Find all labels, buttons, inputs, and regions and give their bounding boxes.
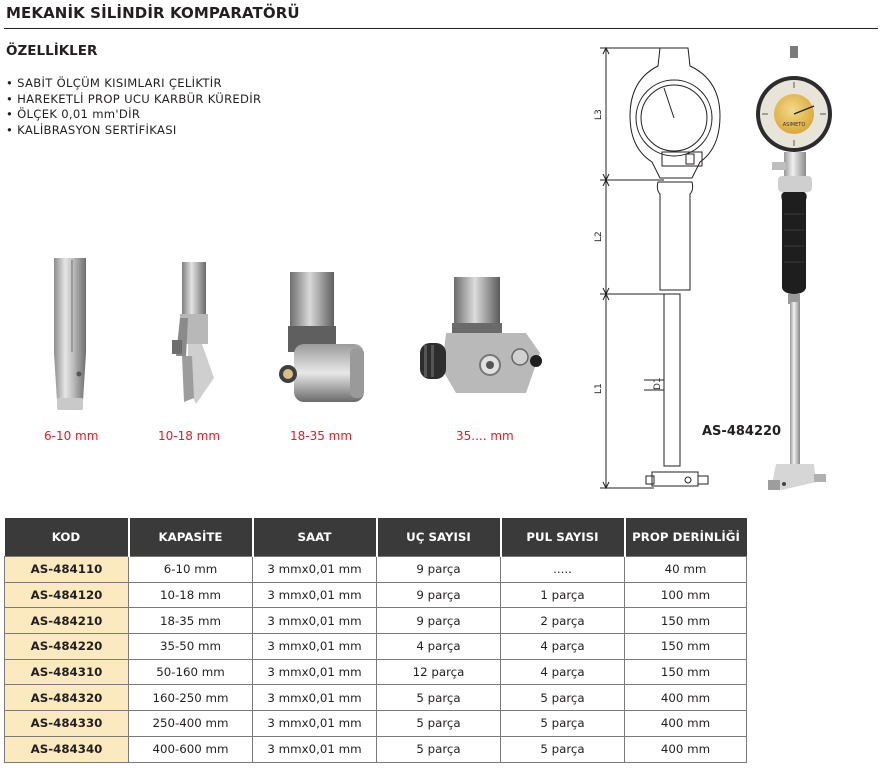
spec-table: [4, 518, 747, 763]
cell-tips: 4 parça: [377, 634, 501, 660]
column-header-pul-sayisi: PUL SAYISI: [501, 518, 625, 557]
table-row: [5, 685, 747, 711]
cell-code: AS-484340: [5, 736, 129, 762]
cell-capacity: 35-50 mm: [129, 634, 253, 660]
cell-dial: 3 mmx0,01 mm: [253, 711, 377, 737]
cell-dial: 3 mmx0,01 mm: [253, 557, 377, 583]
table-row: [5, 634, 747, 660]
probe-10-18-image: [158, 258, 223, 408]
column-header-saat: SAAT: [253, 518, 377, 557]
cell-dial: 3 mmx0,01 mm: [253, 659, 377, 685]
probe-35-plus-image: [416, 273, 552, 399]
cell-tips: 9 parça: [377, 582, 501, 608]
cell-washers: .....: [501, 557, 625, 583]
table-row: [5, 582, 747, 608]
feature-item: • SABİT ÖLÇÜM KISIMLARI ÇELİKTİR: [6, 76, 261, 92]
dimension-label-l3: L3: [594, 109, 604, 120]
probe-label-18-35: 18-35 mm: [290, 429, 353, 443]
cell-tips: 5 parça: [377, 736, 501, 762]
cell-tips: 5 parça: [377, 711, 501, 737]
cell-code: AS-484320: [5, 685, 129, 711]
table-row: [5, 711, 747, 737]
dial-brand-text: ASIMETO: [782, 122, 806, 128]
cell-dial: 3 mmx0,01 mm: [253, 685, 377, 711]
cell-washers: 4 parça: [501, 659, 625, 685]
probe-18-35-image: [270, 268, 380, 414]
cell-washers: 4 parça: [501, 634, 625, 660]
cell-washers: 5 parça: [501, 711, 625, 737]
cell-code: AS-484110: [5, 557, 129, 583]
cell-depth: 400 mm: [625, 711, 747, 737]
cell-tips: 12 parça: [377, 659, 501, 685]
cell-capacity: 50-160 mm: [129, 659, 253, 685]
column-header-kod: KOD: [5, 518, 129, 557]
cell-depth: 400 mm: [625, 685, 747, 711]
cell-code: AS-484330: [5, 711, 129, 737]
cell-dial: 3 mmx0,01 mm: [253, 736, 377, 762]
table-row: [5, 659, 747, 685]
cell-capacity: 250-400 mm: [129, 711, 253, 737]
cell-capacity: 400-600 mm: [129, 736, 253, 762]
cell-washers: 1 parça: [501, 582, 625, 608]
probe-label-10-18: 10-18 mm: [158, 429, 221, 443]
table-header-row: [5, 518, 747, 557]
column-header-kapasite: KAPASİTE: [129, 518, 253, 557]
cell-code: AS-484310: [5, 659, 129, 685]
column-header-prop-derinligi: PROP DERİNLİĞİ: [625, 518, 747, 557]
feature-item: • KALİBRASYON SERTİFİKASI: [6, 123, 261, 139]
cell-capacity: 6-10 mm: [129, 557, 253, 583]
cell-capacity: 18-35 mm: [129, 608, 253, 634]
cell-depth: 150 mm: [625, 634, 747, 660]
cell-depth: 100 mm: [625, 582, 747, 608]
cell-code: AS-484120: [5, 582, 129, 608]
cell-depth: 40 mm: [625, 557, 747, 583]
table-row: [5, 608, 747, 634]
features-list: [6, 76, 261, 138]
feature-item: • ÖLÇEK 0,01 mm'DİR: [6, 107, 261, 123]
title-divider: [4, 28, 878, 29]
cell-dial: 3 mmx0,01 mm: [253, 582, 377, 608]
cell-tips: 5 parça: [377, 685, 501, 711]
table-row: [5, 557, 747, 583]
features-heading: ÖZELLİKLER: [6, 43, 98, 59]
dimension-label-d1: D1: [653, 377, 663, 390]
cell-depth: 150 mm: [625, 608, 747, 634]
probe-label-35-plus: 35.... mm: [456, 429, 514, 443]
cell-code: AS-484220: [5, 634, 129, 660]
column-header-uc-sayisi: UÇ SAYISI: [377, 518, 501, 557]
probe-6-10-image: [45, 256, 95, 414]
cell-code: AS-484210: [5, 608, 129, 634]
dimension-label-l1: L1: [594, 383, 604, 394]
cell-tips: 9 parça: [377, 557, 501, 583]
dimension-label-l2: L2: [594, 231, 604, 242]
cell-depth: 150 mm: [625, 659, 747, 685]
table-row: [5, 736, 747, 762]
cell-tips: 9 parça: [377, 608, 501, 634]
cell-dial: 3 mmx0,01 mm: [253, 608, 377, 634]
probe-label-6-10: 6-10 mm: [44, 429, 99, 443]
cell-depth: 400 mm: [625, 736, 747, 762]
cell-washers: 5 parça: [501, 685, 625, 711]
page-title: MEKANİK SİLİNDİR KOMPARATÖRÜ: [6, 4, 300, 22]
cell-washers: 5 parça: [501, 736, 625, 762]
feature-item: • HAREKETLİ PROP UCU KARBÜR KÜREDİR: [6, 92, 261, 108]
cell-capacity: 160-250 mm: [129, 685, 253, 711]
cell-capacity: 10-18 mm: [129, 582, 253, 608]
cell-washers: 2 parça: [501, 608, 625, 634]
cell-dial: 3 mmx0,01 mm: [253, 634, 377, 660]
diagram-model-code: AS-484220: [702, 424, 782, 439]
